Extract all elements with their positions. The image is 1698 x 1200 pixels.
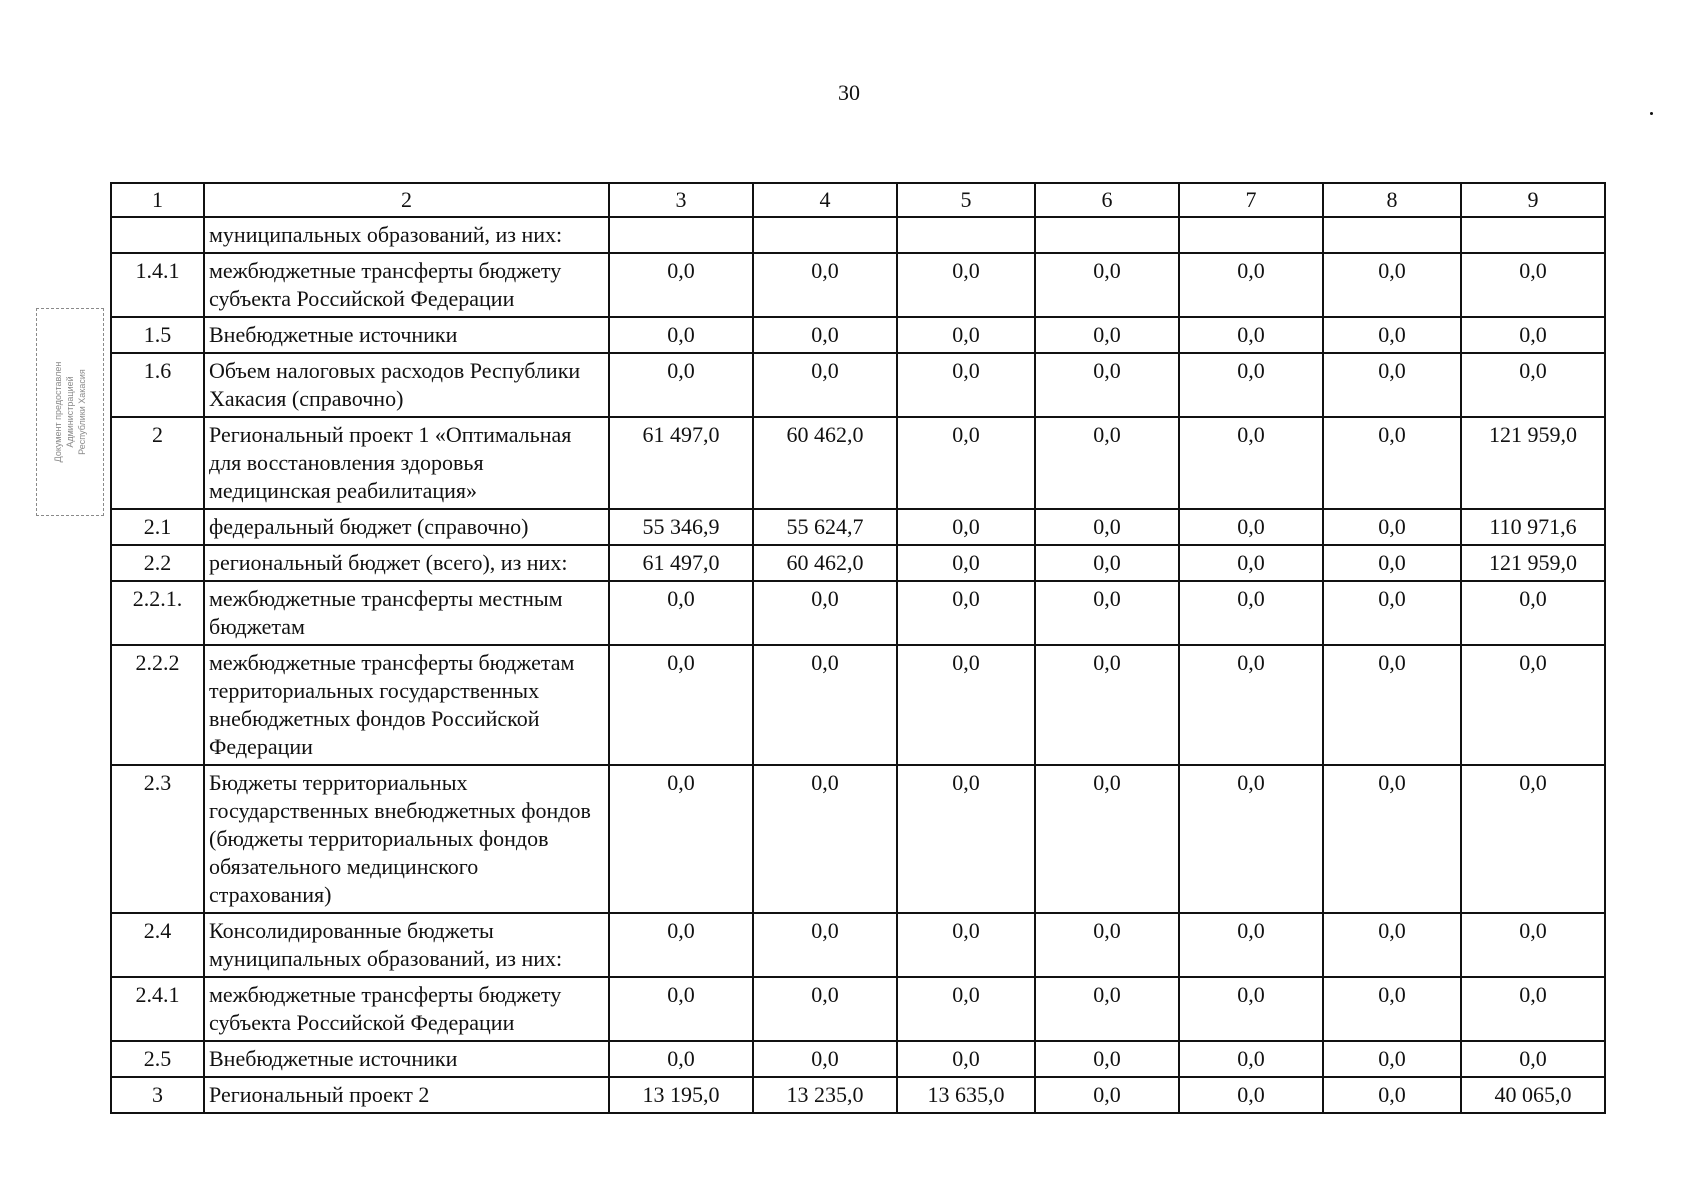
registration-stamp (36, 308, 104, 516)
table-row (111, 317, 1605, 353)
row-value: 0,0 (1179, 581, 1323, 645)
header-cell: 2 (204, 183, 609, 217)
row-number: 1.6 (111, 353, 204, 417)
row-value: 61 497,0 (609, 545, 753, 581)
header-cell: 1 (111, 183, 204, 217)
row-value: 0,0 (609, 765, 753, 913)
row-name: межбюджетные трансферты бюджету субъекта Российской Федерации (204, 977, 609, 1041)
row-value: 0,0 (753, 253, 897, 317)
row-value: 60 462,0 (753, 545, 897, 581)
scan-speck (1650, 112, 1653, 115)
row-value: 0,0 (1323, 1041, 1461, 1077)
table-row (111, 417, 1605, 509)
row-name: Внебюджетные источники (204, 317, 609, 353)
table-header-row (111, 183, 1605, 217)
row-number: 1.5 (111, 317, 204, 353)
row-value: 0,0 (1035, 581, 1179, 645)
row-number: 3 (111, 1077, 204, 1113)
header-cell: 5 (897, 183, 1035, 217)
row-value: 0,0 (1461, 977, 1605, 1041)
row-value: 0,0 (1461, 645, 1605, 765)
row-name: федеральный бюджет (справочно) (204, 509, 609, 545)
row-value: 0,0 (1035, 545, 1179, 581)
row-value: 61 497,0 (609, 417, 753, 509)
row-value: 0,0 (1461, 317, 1605, 353)
row-value: 0,0 (609, 581, 753, 645)
row-value: 0,0 (753, 645, 897, 765)
row-name: Региональный проект 1 «Оптимальная для восстановления здоровья медицинская реабилитация» (204, 417, 609, 509)
header-cell: 8 (1323, 183, 1461, 217)
row-value: 0,0 (753, 1041, 897, 1077)
row-name: Объем налоговых расходов Республики Хакасия (справочно) (204, 353, 609, 417)
table-row (111, 645, 1605, 765)
row-value: 0,0 (753, 765, 897, 913)
row-value: 60 462,0 (753, 417, 897, 509)
row-value: 13 635,0 (897, 1077, 1035, 1113)
row-value: 0,0 (897, 317, 1035, 353)
row-value: 13 195,0 (609, 1077, 753, 1113)
row-value: 0,0 (897, 913, 1035, 977)
row-value: 0,0 (609, 977, 753, 1041)
row-value (1323, 217, 1461, 253)
row-value: 0,0 (1323, 353, 1461, 417)
row-name: Бюджеты территориальных государственных внебюджетных фондов (бюджеты территориальных фондов обязательного медицинского страхования) (204, 765, 609, 913)
row-number: 2.1 (111, 509, 204, 545)
row-value (609, 217, 753, 253)
header-cell: 6 (1035, 183, 1179, 217)
row-value: 0,0 (609, 253, 753, 317)
row-value: 0,0 (897, 353, 1035, 417)
row-value: 0,0 (897, 509, 1035, 545)
row-name: межбюджетные трансферты бюджетам территориальных государственных внебюджетных фондов Российской Федерации (204, 645, 609, 765)
table-row (111, 253, 1605, 317)
row-value: 121 959,0 (1461, 545, 1605, 581)
row-name: межбюджетные трансферты бюджету субъекта Российской Федерации (204, 253, 609, 317)
row-value (1179, 217, 1323, 253)
row-value: 0,0 (1461, 253, 1605, 317)
row-value: 0,0 (1323, 913, 1461, 977)
row-value: 0,0 (1035, 253, 1179, 317)
row-value: 0,0 (1179, 977, 1323, 1041)
row-number (111, 217, 204, 253)
row-value: 0,0 (897, 977, 1035, 1041)
row-value: 0,0 (609, 645, 753, 765)
row-value: 0,0 (1035, 977, 1179, 1041)
row-value: 40 065,0 (1461, 1077, 1605, 1113)
row-value: 0,0 (609, 913, 753, 977)
row-value: 0,0 (1035, 417, 1179, 509)
row-value: 0,0 (1035, 317, 1179, 353)
row-value: 0,0 (1035, 645, 1179, 765)
row-value: 0,0 (753, 977, 897, 1041)
row-name: Региональный проект 2 (204, 1077, 609, 1113)
row-value (753, 217, 897, 253)
row-value: 0,0 (1179, 1077, 1323, 1113)
row-value: 0,0 (1323, 581, 1461, 645)
row-value (897, 217, 1035, 253)
row-value (1035, 217, 1179, 253)
row-value: 0,0 (609, 353, 753, 417)
row-value: 0,0 (1179, 645, 1323, 765)
table-row (111, 1041, 1605, 1077)
row-number: 2 (111, 417, 204, 509)
table-body (111, 217, 1605, 1113)
row-value: 0,0 (753, 317, 897, 353)
table-row (111, 1077, 1605, 1113)
row-value: 0,0 (1179, 545, 1323, 581)
row-value: 0,0 (897, 253, 1035, 317)
row-name: Консолидированные бюджеты муниципальных образований, из них: (204, 913, 609, 977)
table-row (111, 217, 1605, 253)
row-value: 0,0 (1461, 353, 1605, 417)
row-value: 121 959,0 (1461, 417, 1605, 509)
row-value: 0,0 (1179, 353, 1323, 417)
row-name: межбюджетные трансферты местным бюджетам (204, 581, 609, 645)
stamp-text: Документ предоставлен Администрацией Республики Хакасия (53, 361, 87, 463)
row-value: 0,0 (1179, 253, 1323, 317)
row-value: 0,0 (1035, 353, 1179, 417)
row-number: 2.4.1 (111, 977, 204, 1041)
page-number: 30 (838, 80, 860, 105)
row-number: 1.4.1 (111, 253, 204, 317)
row-value: 0,0 (897, 1041, 1035, 1077)
row-value: 0,0 (1179, 417, 1323, 509)
row-value: 0,0 (1461, 765, 1605, 913)
row-value: 0,0 (897, 417, 1035, 509)
header-cell: 7 (1179, 183, 1323, 217)
row-value: 0,0 (1323, 645, 1461, 765)
row-value: 0,0 (1323, 509, 1461, 545)
row-value: 55 346,9 (609, 509, 753, 545)
row-value: 0,0 (897, 581, 1035, 645)
row-value: 55 624,7 (753, 509, 897, 545)
table-row (111, 765, 1605, 913)
row-value: 0,0 (753, 913, 897, 977)
row-value: 0,0 (609, 1041, 753, 1077)
header-cell: 3 (609, 183, 753, 217)
row-value: 0,0 (1179, 765, 1323, 913)
row-value: 0,0 (1323, 765, 1461, 913)
row-value: 0,0 (897, 545, 1035, 581)
row-number: 2.5 (111, 1041, 204, 1077)
row-value: 0,0 (1323, 253, 1461, 317)
row-value: 0,0 (753, 353, 897, 417)
table-row (111, 581, 1605, 645)
row-value: 0,0 (1323, 317, 1461, 353)
row-name: муниципальных образований, из них: (204, 217, 609, 253)
row-value: 0,0 (1035, 509, 1179, 545)
row-value: 0,0 (1035, 1077, 1179, 1113)
row-name: региональный бюджет (всего), из них: (204, 545, 609, 581)
row-value: 0,0 (897, 645, 1035, 765)
row-name: Внебюджетные источники (204, 1041, 609, 1077)
header-cell: 4 (753, 183, 897, 217)
row-value: 0,0 (1323, 1077, 1461, 1113)
table-row (111, 913, 1605, 977)
row-value: 0,0 (897, 765, 1035, 913)
row-number: 2.4 (111, 913, 204, 977)
row-value: 110 971,6 (1461, 509, 1605, 545)
row-value: 0,0 (1323, 417, 1461, 509)
row-value (1461, 217, 1605, 253)
row-number: 2.2.2 (111, 645, 204, 765)
row-value: 0,0 (1323, 545, 1461, 581)
table-row (111, 353, 1605, 417)
row-number: 2.2 (111, 545, 204, 581)
row-value: 0,0 (1461, 581, 1605, 645)
row-value: 0,0 (1035, 1041, 1179, 1077)
row-value: 0,0 (609, 317, 753, 353)
row-number: 2.3 (111, 765, 204, 913)
header-cell: 9 (1461, 183, 1605, 217)
row-value: 0,0 (1323, 977, 1461, 1041)
table-row (111, 977, 1605, 1041)
row-value: 0,0 (1035, 765, 1179, 913)
row-value: 0,0 (1179, 913, 1323, 977)
budget-table (110, 182, 1606, 1114)
row-value: 0,0 (1461, 1041, 1605, 1077)
row-value: 0,0 (753, 581, 897, 645)
row-value: 0,0 (1461, 913, 1605, 977)
row-value: 0,0 (1035, 913, 1179, 977)
row-number: 2.2.1. (111, 581, 204, 645)
row-value: 0,0 (1179, 1041, 1323, 1077)
row-value: 0,0 (1179, 509, 1323, 545)
table-row (111, 545, 1605, 581)
row-value: 13 235,0 (753, 1077, 897, 1113)
table-row (111, 509, 1605, 545)
row-value: 0,0 (1179, 317, 1323, 353)
